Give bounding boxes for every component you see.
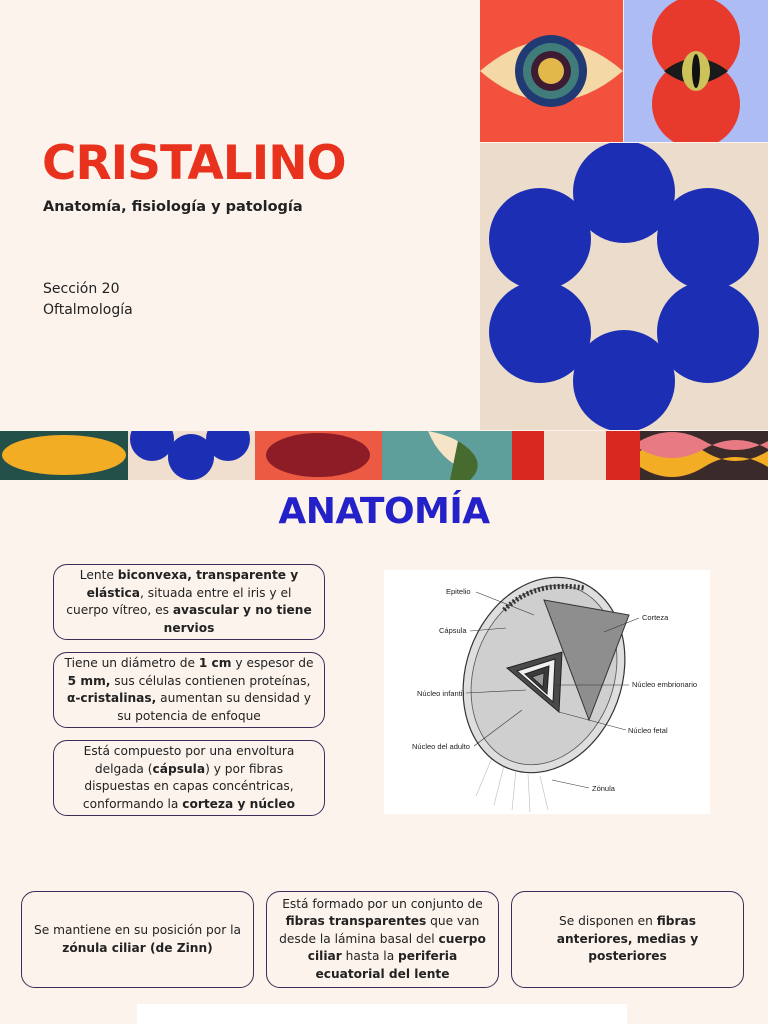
next-figure-card [137,1004,627,1024]
text-span: Está formado por un conjunto de [282,896,483,911]
label-nucleo-adulto: Núcleo del adulto [412,742,470,751]
bold-text: avascular y no tiene nervios [163,603,312,635]
bold-text: cuerpo ciliar [307,931,486,964]
page-title: CRISTALINO [42,136,346,191]
text-span: Se mantiene en su posición por la [34,923,241,937]
text-span: Lente [79,568,118,582]
info-box-text [32,922,243,957]
page-subtitle: Anatomía, fisiología y patología [43,199,303,215]
bold-text: biconvexa, transparente y elástica [86,568,299,600]
section-number: Sección 20 [43,281,120,297]
bold-text: periferia ecuatorial del lente [315,949,458,981]
flower-art-tile [480,143,768,430]
bold-text: 1 cm [198,656,232,670]
bold-text: α-cristalinas, [67,691,157,705]
label-capsula: Cápsula [439,626,467,635]
info-box [53,564,325,640]
label-nucleo-fetal: Núcleo fetal [628,726,668,735]
text-span: Se disponen en [559,914,657,929]
slit-eye-art-tile [624,0,768,142]
bold-text: fibras anteriores, medias y posteriores [556,914,699,964]
label-zonula: Zónula [592,784,615,793]
section-heading: ANATOMÍA [278,491,490,532]
eye-art-tile [480,0,623,142]
section-info [43,279,133,321]
bold-text: zónula ciliar (de Zinn) [62,940,213,955]
label-nucleo-embrionario: Núcleo embrionario [632,680,698,689]
label-nucleo-infantil: Núcleo infantil [417,689,465,698]
info-box-text [64,655,314,725]
info-box-text [277,896,488,984]
eye-icon [480,0,623,142]
info-box [511,891,744,988]
info-box-text [64,743,314,813]
bold-text: 5 mm, [67,673,111,688]
text-span: hasta la [341,949,399,964]
info-box [53,652,325,728]
slit-eye-icon [624,0,768,142]
lens-diagram-icon [384,570,710,814]
text-span: sus células contienen proteínas, [110,673,311,688]
lens-diagram [384,570,710,814]
text-span: ) y por fibras dispuestas en capas concéntricas, conformando la [82,761,294,811]
label-corteza: Corteza [642,613,669,622]
info-box [21,891,254,988]
text-span: , situada entre el iris y el cuerpo vítreo, es [66,585,292,617]
text-span: que van desde la lámina basal del [279,914,480,946]
decorative-strip [0,431,768,480]
flower-icon [480,143,768,430]
text-span: aumentan su densidad y su potencia de enfoque [117,691,311,723]
info-box [53,740,325,816]
bold-text: fibras transparentes [285,914,427,929]
pattern-strip-icon [0,431,768,480]
specialty-name: Oftalmología [43,302,133,318]
text-span: Está compuesto por una envoltura delgada ( [83,744,295,776]
info-box-text [522,913,733,966]
text-span: Tiene un diámetro de [64,656,199,670]
bold-text: cápsula [152,761,206,776]
label-epitelio: Epitelio [446,587,471,596]
info-box [266,891,499,988]
info-box-text [64,567,314,637]
bold-text: corteza y núcleo [182,796,296,811]
text-span: y espesor de [231,656,314,670]
